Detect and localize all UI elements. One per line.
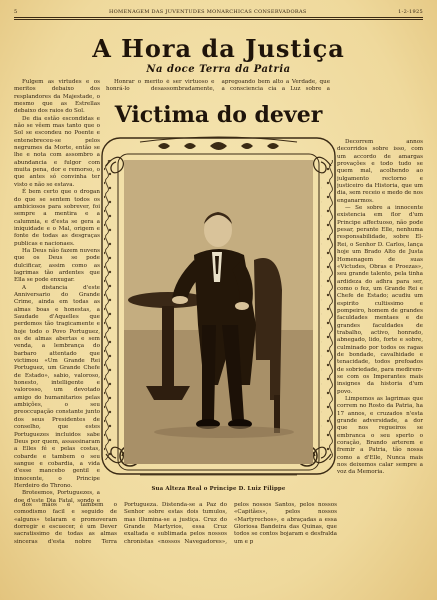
page-number: 5 [14, 8, 18, 15]
header-divider [14, 17, 423, 18]
portrait-illustration [124, 160, 313, 464]
portrait-photo [124, 160, 313, 464]
left-paragraph: Broteemos, Portuguezes, a doe d'este Dia Fatal, sondo e [14, 490, 100, 503]
right-paragraph: Limpemos as lagrimas que correm no Rosto da Patria, ha 17 annos, e cruzados n'esta grande adversidade, a dor que nos regueiros se embranca o seu sperto o coração, Brando arterem e fremir a Patria, tão nossa como a d'Elle, Nunca mais nos deixemos calar sempre a voz da Memoria. [337, 396, 423, 476]
left-paragraph: Ha Deus não fazem nuvens que os Deus se pode dulcificar, assim como as lagrimas tão ardentes que Ella se pode enxugar. [14, 247, 100, 284]
top-middle-text [106, 79, 330, 101]
page-header [14, 6, 423, 17]
bottom-text [14, 502, 337, 585]
publication-name: HOMENAGEM DAS JUVENTUDES MONARCHICAS CONSERVADORAS [108, 8, 307, 15]
frame-top-ornaments [158, 142, 279, 150]
left-paragraph: A distancia d'este Anniversario do Grande Crime, ainda em todas as almas boas e honestas, a Saudade d'Aquelles que perdemos tão tragicamente e hoje todo o Povo Portuguez, os de almas abertas e sem venda, a lembrança do barbaro attentado que victimou «Um Grande Rei Portuguez, um Grande Chefe de Estado», sabio, valoroso, honesto, intelligente e valorosso, um devotado amigo do humanitarios pelas ambições, o seu preoccupação constante junto dos seus Presidentes de conselho, que estes Portuguezes incluidos sabe Deus por quem, assassinaram a Elles fé e pelas costas, cobarde e tambem o seu sangue e cobardia, a vida d'esse mancebo gentil e innocente, o Principe Herdeiro do Throno. [14, 284, 100, 489]
left-paragraph: Fulgem as virtudes e os meritos debaixo dos resplandores da Majestade, o mesmo que as Estrellas debaixo dos raios do Sol. [14, 79, 100, 115]
issue-date: 1-2-1925 [398, 8, 423, 15]
right-paragraph: — Se sobre a innocente existencia em flor d'um Principe affectuoso, não pode pesar, perante Elle, nenhuma responsabilidade, sobre El-Rei, o Senhor D. Carlos, lança hoje um Brado Alto de Justa Homenagem de suas «Victudes, Obras e Proezas», seu grande talento, pela tinha ardideza do adhra para ser, como o fez, um Grande Rei e Chefe de Estado; acudiu um espirito cultissimo e pompeiro, homem de grandes faculdades mentaes e de grandes faculdades de trabalho, activo, honrado, abnegado, lido, forte e sobre, culminado por todos os ragas de bondade, cavalhidade e tenacidade, todos prefoados de sobriedade, para medirem-se com os Imperantes mais insignes da historia d'um povo. [337, 205, 423, 395]
top-middle-paragraph: Honrar o merito é ser virtuoso e honrá-lo desassombradamente, apregoando bem alto a Verdade, que a consciencia cia a Luz sobre a [106, 79, 330, 93]
sub-title: Na doce Terra da Patria [146, 64, 291, 75]
right-column [337, 139, 423, 583]
right-paragraph: Decorrem annos decorridos sobre isso, com um accordo de amargas provações e todo tudo se quem mal, acolhendo ao julgamento rectorno e justiceiro da Historia, que um dia, sem receio e medo de nos enganarmos. [337, 139, 423, 204]
headline: Victima do dever [114, 102, 323, 128]
bottom-paragraph: dos mãos e tambem o comodismo facil e seguido de «alguns» telaram e promoveram dorregir e escuecer, é um Dever sacratissimo de todas as almas sinceras d'esta nobre Terra Portugueza. Distenda-se a Paz do Senhor sobre estas dois tumulos, mas illumina-se a justiça. Cruz do Grande Martyrios, essa Cruz exaltada e sublimada pelos nossos chronistas «nossos Navegadores», pelos nossos Santos, pelos nossos «Capitães», pelos nossos «Martyrechos», e abraçadas a essa Gloriosa Bandeira das Quinas, que todos se contos bojaram e desfralda um e p [14, 502, 337, 545]
left-paragraph: É bem certo que o drogan do que se sentem todos os ambiciosos para sobrever, foi sempre a mentira e a calumnia, e d'esta se gera a iniquidade e o Mal, origem e fonte de todas as desgraças publicas e nacionaes. [14, 189, 100, 247]
left-paragraph: De dia estão escondidas e não se vêem mas tanto que o Sol se escondeu no Poente e entenebreceu-se pelos negrumes da Morte, então se lhe e nota com assombro a abundancia e fulgor com muita pena, dor e remorso, o que antes só convinha ter visto e não se estava. [14, 115, 100, 188]
main-title: A Hora da Justiça [92, 34, 345, 63]
left-column [14, 79, 100, 503]
header-divider-thin [14, 19, 423, 20]
photo-caption: Sua Alteza Real o Principe D. Luiz Filippe [151, 486, 286, 492]
